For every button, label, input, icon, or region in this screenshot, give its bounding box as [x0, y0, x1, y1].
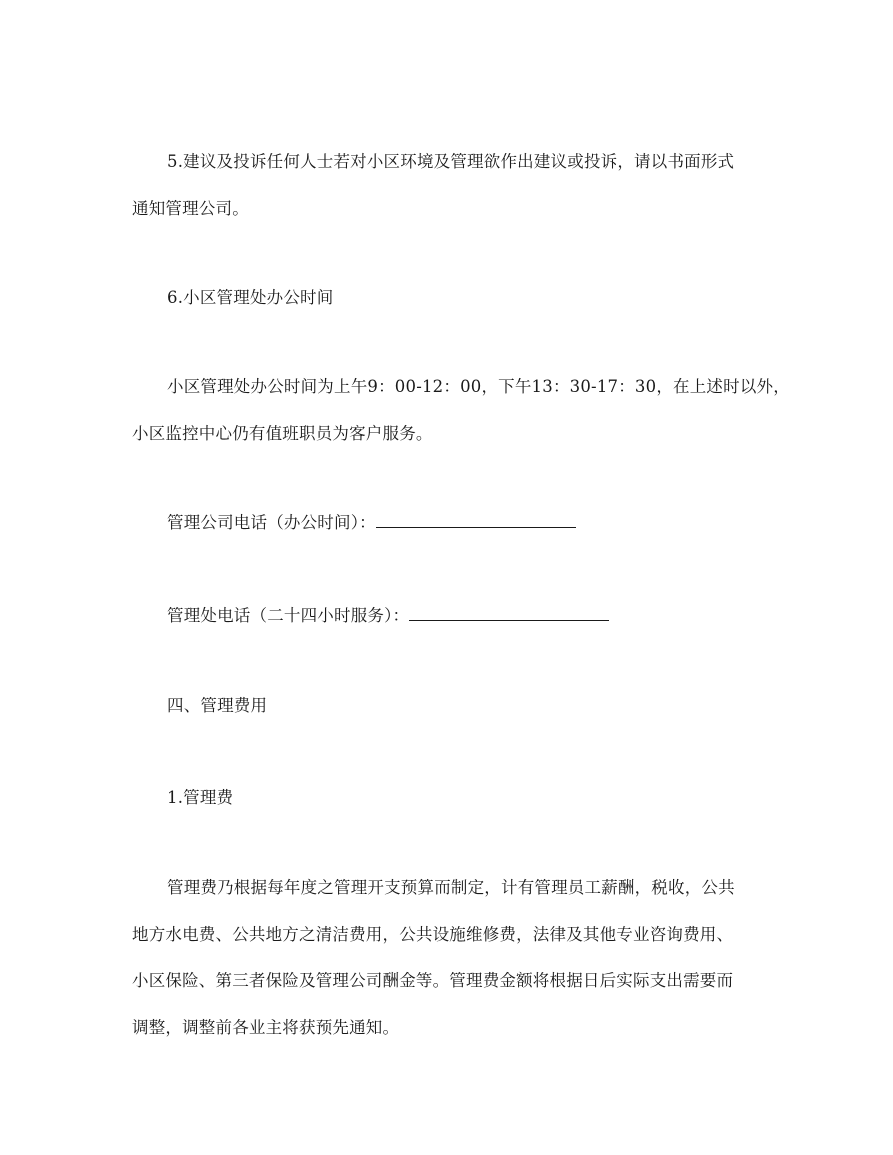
- item5-line2: 通知管理公司。: [132, 199, 249, 218]
- fee-para-line2: 地方水电费、公共地方之清洁费用，公共设施维修费，法律及其他专业咨询费用、: [132, 925, 734, 944]
- phone-office-label: 管理公司电话（办公时间）：: [167, 513, 376, 532]
- item6-para-line1: 小区管理处办公时间为上午9：00-12：00，下午13：30-17：30，在上述时以外，: [167, 377, 790, 396]
- item6-heading: 6.小区管理处办公时间: [167, 288, 334, 307]
- fee-para-line1: 管理费乃根据每年度之管理开支预算而制定，计有管理员工薪酬，税收，公共: [167, 878, 735, 897]
- phone-office-line: [167, 513, 576, 533]
- section4-item1-heading: 1.管理费: [167, 788, 234, 807]
- phone-office-blank[interactable]: [376, 513, 576, 528]
- phone-24h-label: 管理处电话（二十四小时服务）：: [167, 606, 410, 625]
- fee-para-line3: 小区保险、第三者保险及管理公司酬金等。管理费金额将根据日后实际支出需要而: [132, 971, 734, 990]
- phone-24h-line: [167, 606, 609, 626]
- fee-para-line4: 调整，调整前各业主将获预先通知。: [132, 1018, 400, 1037]
- item5-line1: 5.建议及投诉任何人士若对小区环境及管理欲作出建议或投诉，请以书面形式: [167, 152, 735, 171]
- section4-heading: 四、管理费用: [167, 696, 268, 715]
- item6-para-line2: 小区监控中心仍有值班职员为客户服务。: [132, 424, 433, 443]
- phone-24h-blank[interactable]: [409, 606, 609, 621]
